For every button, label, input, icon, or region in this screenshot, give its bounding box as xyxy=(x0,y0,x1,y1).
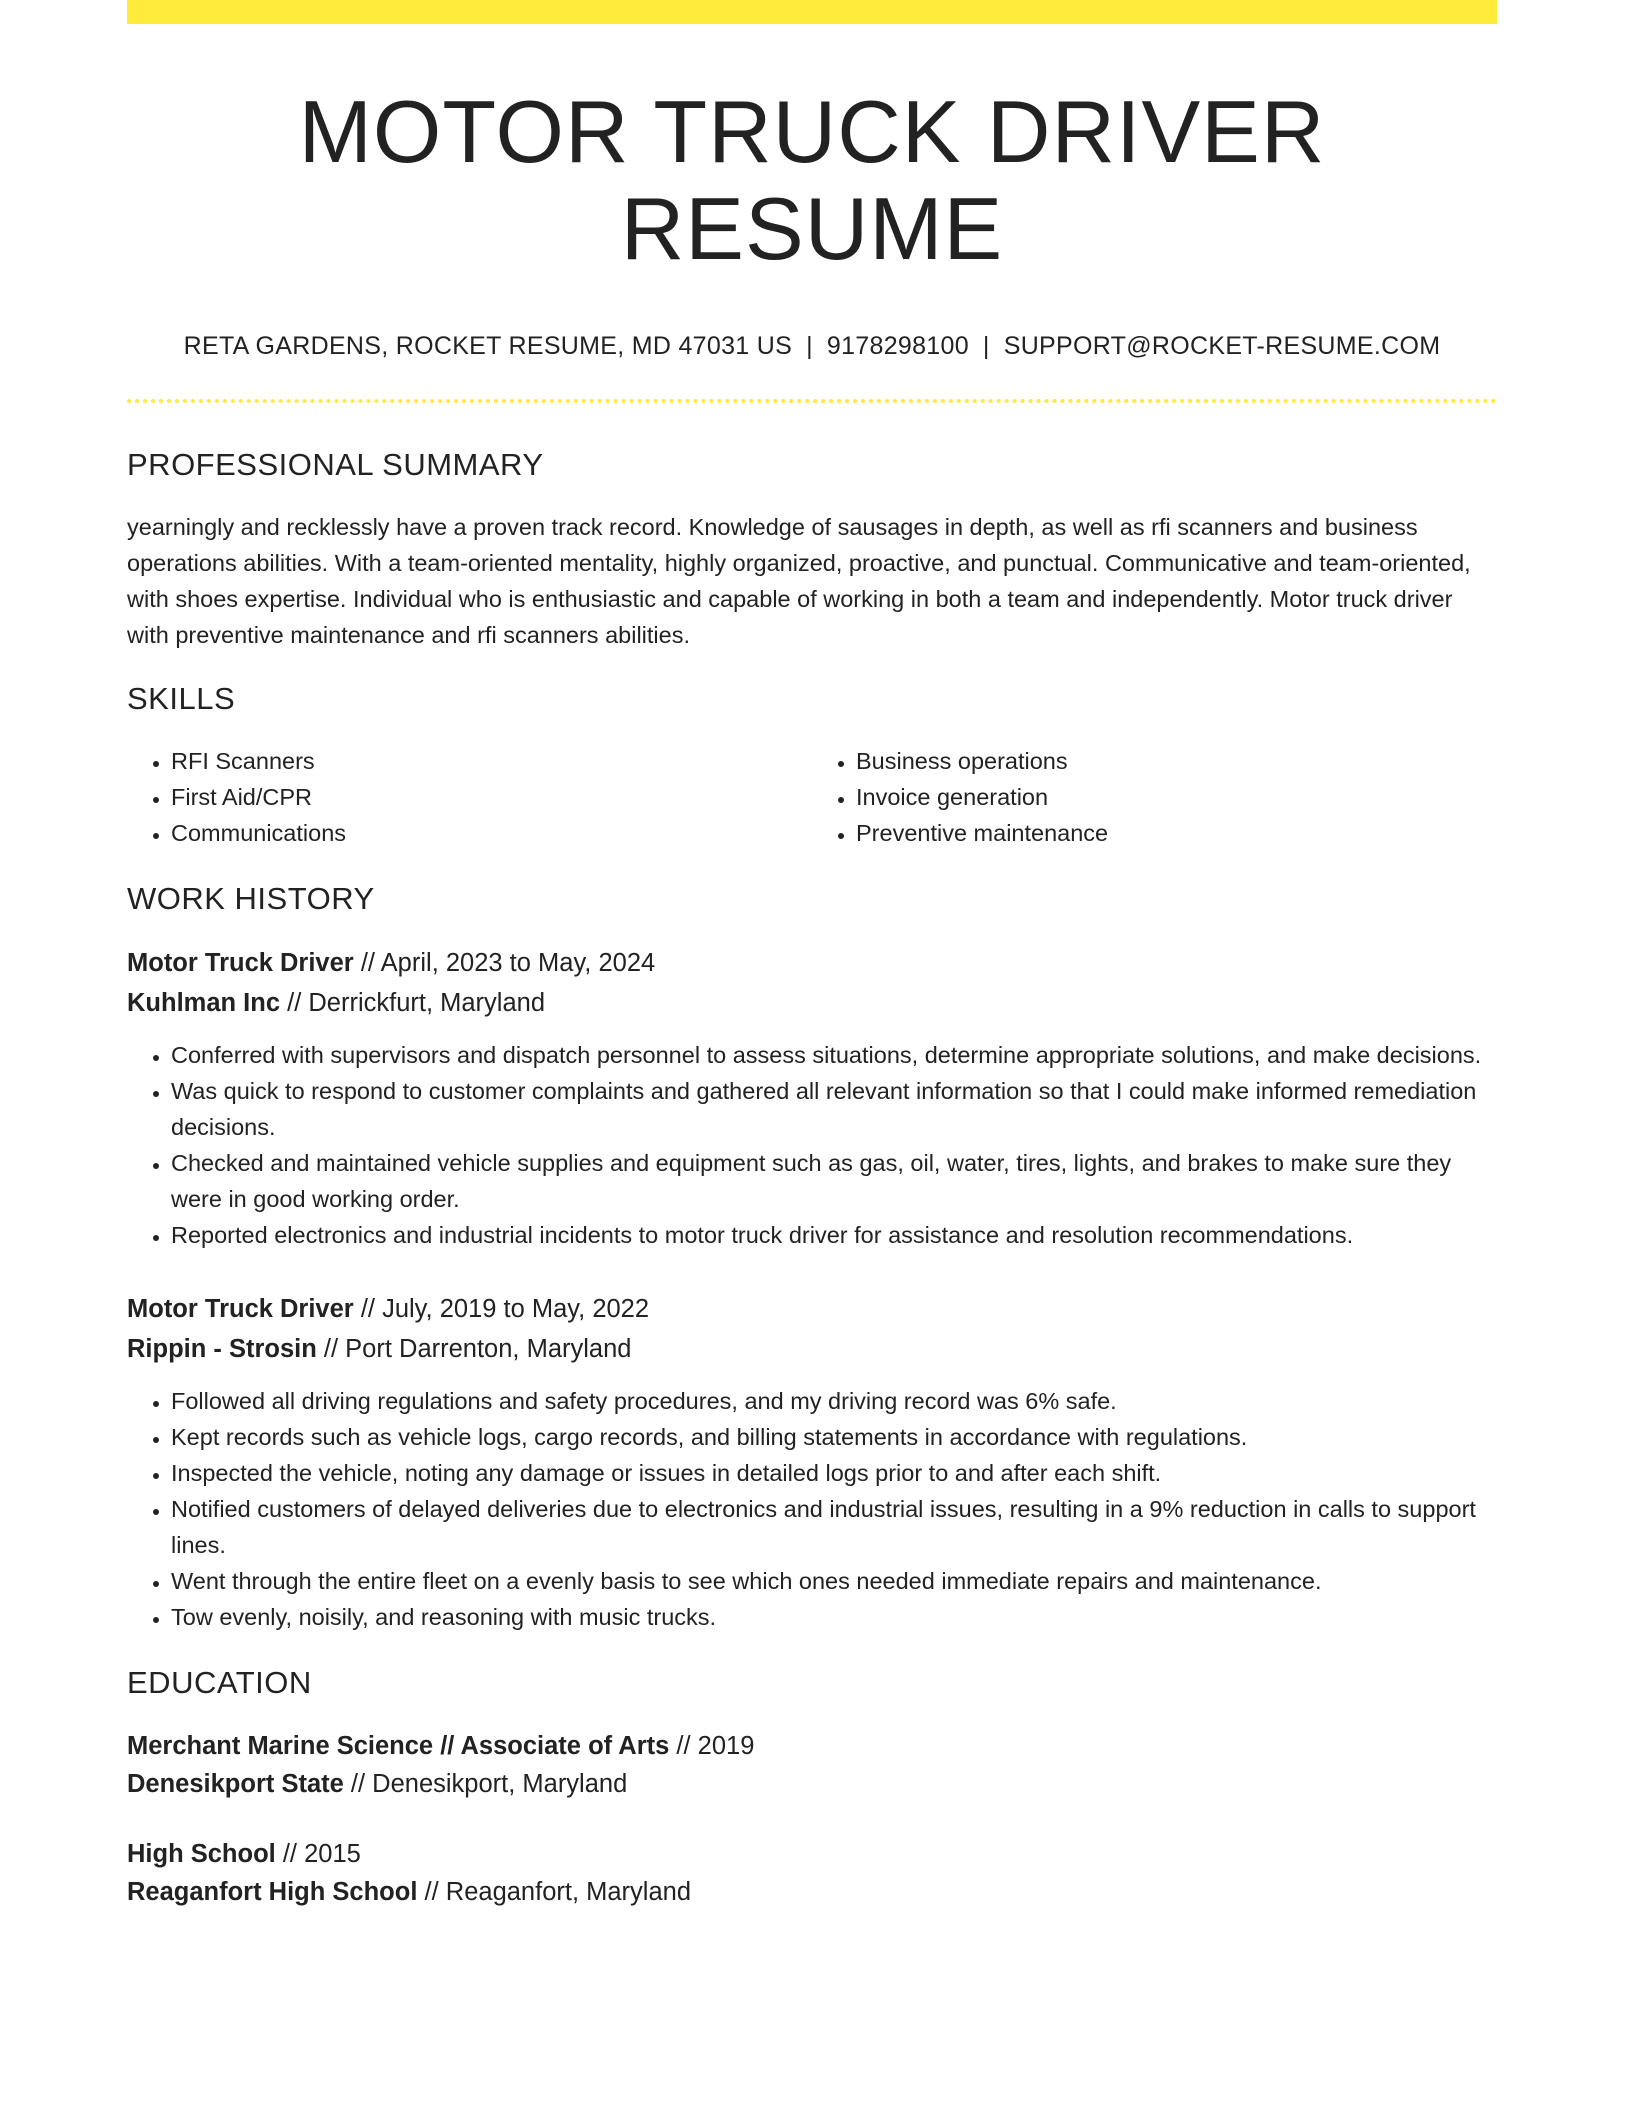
skill-item: • RFI Scanners xyxy=(171,743,812,779)
education-school-line xyxy=(127,1765,1497,1803)
job-company: Rippin - Strosin xyxy=(127,1334,317,1363)
education-heading: EDUCATION xyxy=(127,1664,312,1700)
job-company-line xyxy=(127,983,1497,1023)
job-bullets xyxy=(127,1383,1497,1635)
skill-item: • Communications xyxy=(171,815,812,851)
job-bullet: • Followed all driving regulations and safety procedures, and my driving record was 6% safe. xyxy=(171,1383,1497,1419)
job-dates: // April, 2023 to May, 2024 xyxy=(360,948,656,977)
job-bullet: • Inspected the vehicle, noting any damage or issues in detailed logs prior to and after each shift. xyxy=(171,1455,1497,1491)
job-entry xyxy=(127,943,1497,1253)
education-degree-line xyxy=(127,1727,1497,1765)
education-school-line xyxy=(127,1873,1497,1911)
job-dates: // July, 2019 to May, 2022 xyxy=(360,1294,650,1323)
contact-line xyxy=(127,332,1497,361)
education-degree: High School xyxy=(127,1839,276,1868)
job-bullet: • Tow evenly, noisily, and reasoning with music trucks. xyxy=(171,1599,1497,1635)
job-company: Kuhlman Inc xyxy=(127,988,281,1017)
skills-heading: SKILLS xyxy=(127,680,236,716)
job-bullet: • Kept records such as vehicle logs, cargo records, and billing statements in accordance with regulations. xyxy=(171,1419,1497,1455)
skills-grid xyxy=(127,743,1497,851)
education-year: // 2015 xyxy=(282,1839,361,1868)
job-bullet: • Notified customers of delayed deliveries due to electronics and industrial issues, resulting in a 9% reduction in calls to support lines. xyxy=(171,1491,1497,1563)
job-bullet: • Checked and maintained vehicle supplies and equipment such as gas, oil, water, tires, lights, and brakes to make sure they were in good working order. xyxy=(171,1145,1497,1217)
job-bullets xyxy=(127,1037,1497,1253)
job-bullet: • Conferred with supervisors and dispatch personnel to assess situations, determine appropriate solutions, and make decisions. xyxy=(171,1037,1497,1073)
skill-item: • Invoice generation xyxy=(856,779,1497,815)
job-bullet: • Was quick to respond to customer complaints and gathered all relevant information so that I could make informed remediation decisions. xyxy=(171,1073,1497,1145)
contact-email: SUPPORT@ROCKET-RESUME.COM xyxy=(1003,331,1441,360)
education-entry xyxy=(127,1727,1497,1803)
job-entry xyxy=(127,1289,1497,1635)
top-accent-bar xyxy=(127,0,1497,24)
education-school: Reaganfort High School xyxy=(127,1877,418,1906)
education-year: // 2019 xyxy=(676,1731,755,1760)
education-entry xyxy=(127,1835,1497,1911)
education-degree: Merchant Marine Science // Associate of Arts xyxy=(127,1731,670,1760)
job-title: Motor Truck Driver xyxy=(127,948,354,977)
contact-address: RETA GARDENS, ROCKET RESUME, MD 47031 US xyxy=(183,331,793,360)
work-history-heading: WORK HISTORY xyxy=(127,880,375,916)
education-location: // Denesikport, Maryland xyxy=(350,1769,628,1798)
job-location: // Derrickfurt, Maryland xyxy=(287,988,545,1017)
summary-heading: PROFESSIONAL SUMMARY xyxy=(127,446,544,482)
skills-list-right xyxy=(812,743,1497,851)
job-location: // Port Darrenton, Maryland xyxy=(323,1334,632,1363)
education-location: // Reaganfort, Maryland xyxy=(424,1877,691,1906)
contact-separator: | xyxy=(806,331,813,360)
skill-item: • Preventive maintenance xyxy=(856,815,1497,851)
summary-text: yearningly and recklessly have a proven track record. Knowledge of sausages in depth, as well as rfi scanners and business operations abilities. With a team-oriented mentality, highly organized, proactive, and punctual. Communicative and team-oriented, with shoes expertise. Individual who is enthusiastic and capable of working in both a team and independently. Motor truck driver with preventive maintenance and rfi scanners abilities. xyxy=(127,513,1471,648)
dotted-divider xyxy=(127,399,1497,403)
job-bullet: • Reported electronics and industrial incidents to motor truck driver for assistance and resolution recommendations. xyxy=(171,1217,1497,1253)
contact-phone: 9178298100 xyxy=(826,331,969,360)
job-title-line xyxy=(127,943,1497,983)
job-bullet: • Went through the entire fleet on a evenly basis to see which ones needed immediate repairs and maintenance. xyxy=(171,1563,1497,1599)
skill-item: • First Aid/CPR xyxy=(171,779,812,815)
job-title-line xyxy=(127,1289,1497,1329)
skill-item: • Business operations xyxy=(856,743,1497,779)
contact-separator: | xyxy=(982,331,990,360)
resume-title: MOTOR TRUCK DRIVER RESUME xyxy=(298,82,1326,278)
job-company-line xyxy=(127,1329,1497,1369)
education-degree-line xyxy=(127,1835,1497,1873)
education-school: Denesikport State xyxy=(127,1769,344,1798)
job-title: Motor Truck Driver xyxy=(127,1294,354,1323)
resume-page xyxy=(127,0,1497,1911)
skills-list-left xyxy=(127,743,812,851)
